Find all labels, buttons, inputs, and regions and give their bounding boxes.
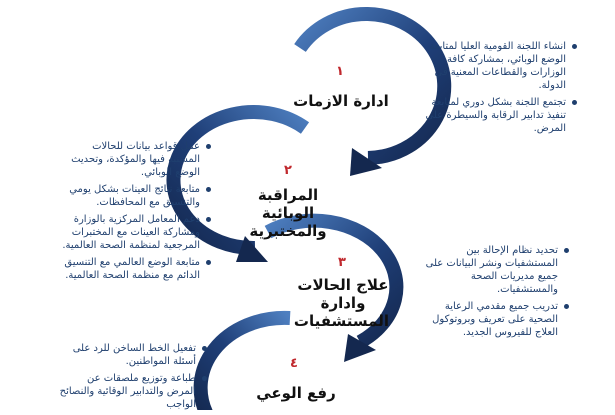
stage-2-number: ٢ (284, 163, 292, 178)
stage-4-title: رفع الوعي (256, 384, 336, 402)
stage-1-title: ادارة الازمات (293, 92, 389, 110)
list-item: انشاء اللجنة القومية العليا لمتابعة الوضع الوبائي، بمشاركة كافة الوزارات والقطاعات المعنية في الدولة. (418, 40, 578, 92)
list-item: طباعة وتوزيع ملصقات عن المرض والتدابير الوقائية والنصائح الواجب (58, 372, 208, 411)
list-item: تجتمع اللجنة بشكل دوري لمتابعة تنفيذ تدابير الرقابة والسيطرة على المرض. (418, 96, 578, 135)
stage-3-number: ٣ (338, 255, 346, 270)
list-item: عمل قواعد بيانات للحالات المشتبه فيها والمؤكدة، وتحديث الوضع الوبائي. (60, 140, 212, 179)
list-item: دعم المعامل المركزية بالوزارة ومشاركة العينات مع المختبرات المرجعية لمنظمة الصحة العالمية. (60, 213, 212, 252)
list-item: متابعة الوضع العالمي مع التنسيق الدائم مع منظمة الصحة العالمية. (60, 256, 212, 282)
list-item: تفعيل الخط الساخن للرد على أسئلة المواطنين. (58, 342, 208, 368)
stage-4-number: ٤ (290, 356, 298, 371)
stage-2-title: المراقبة الوبائية والمختبرية (249, 186, 327, 240)
stage-3-bullets (418, 244, 570, 343)
list-item: تحديد نظام الإحالة بين المستشفيات ونشر البيانات على جميع مديريات الصحة والمستشفيات. (418, 244, 570, 296)
stage-4-bullets (58, 342, 208, 415)
stage-1-bullets (418, 40, 578, 139)
stage-1-number: ١ (336, 64, 344, 79)
list-item: متابعة نتائج العينات بشكل يومي والتنسيق مع المحافظات. (60, 183, 212, 209)
list-item: تدريب جميع مقدمي الرعاية الصحية على تعريف وبروتوكول العلاج للفيروس الجديد. (418, 300, 570, 339)
stage-3-title: علاج الحالات وادارة المستشفيات (293, 276, 389, 330)
stage-2-bullets (60, 140, 212, 286)
